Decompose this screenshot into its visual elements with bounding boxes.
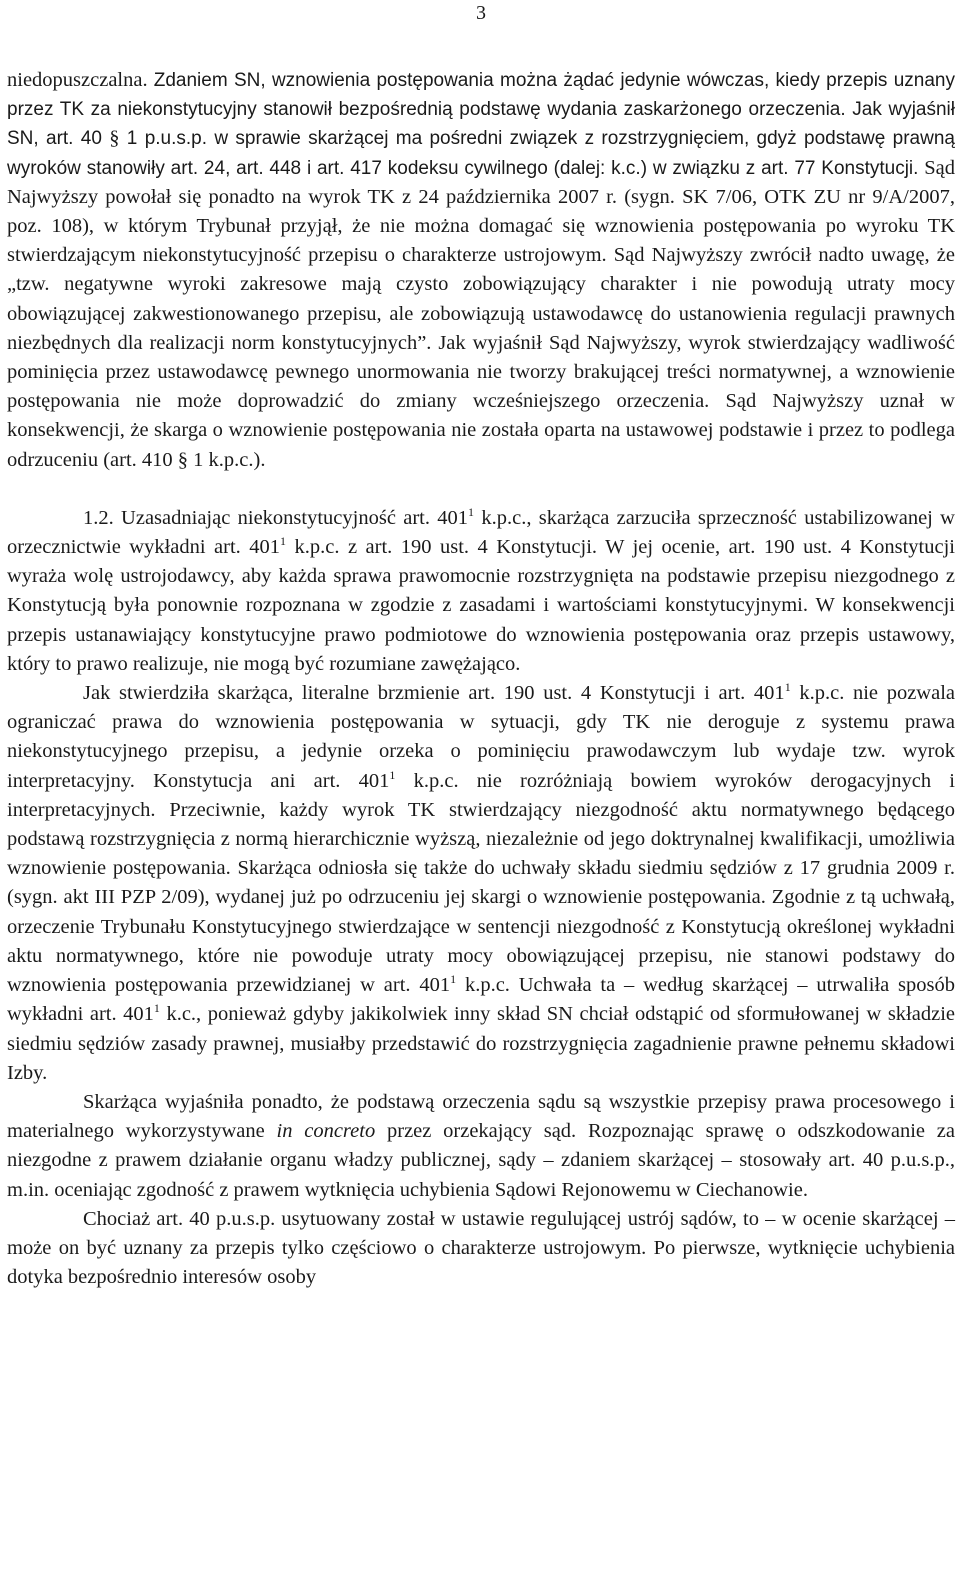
superscript: 1 (153, 1001, 160, 1016)
text-run-sans: 1 p.u.s.p. w sprawie skarżącej ma pośredni związek z rozstrzygnięciem, gdyż podstawę prawną wyroków stanowiły art. 24, art. 448 i art. 417 kodeksu cywilnego (dalej: k.c.) w związku z art. 77 Konstytucji. (7, 128, 955, 179)
text-run: k.p.c. z art. 190 ust. 4 Konstytucji. W jej ocenie, art. 190 ust. 4 Konstytucji wyraża wolę ustrojodawcy, aby każda sprawa prawomocnie rozstrzygnięta na podstawie przepisu niezgodnego z Konstytucją była ponownie rozpoznana w zgodzie z zasadami i wartościami konstytucyjnymi. W konsekwencji przepis ustanawiający konstytucyjne prawo podmiotowe do wznowienia postępowania oraz przepis ustawowy, który to prawo realizuje, nie mogą być rozumiane zawężająco. (7, 536, 955, 675)
superscript: 1 (389, 767, 396, 782)
superscript: 1 (450, 972, 457, 987)
text-run: k.p.c. nie rozróżniają bowiem wyroków derogacyjnych i interpretacyjnych. Przeciwnie, każdy wyrok TK stwierdzający niezgodność aktu normatywnego będącego podstawą rozstrzygnięcia z normą hierarchicznie wyższą, niezależnie od jego doktrynalnej kwalifikacji, umożliwia wznowienie postępowania. Skarżąca odniosła się także do uchwały składu siedmiu sędziów z 17 grudnia 2009 r. (sygn. akt III PZP 2/09), wydanej już po odrzuceniu jej skargi o wznowienie postępowania. Zgodnie z tą uchwałą, orzeczenie Trybunału Konstytucyjnego stwierdzające w sentencji niezgodność z Konstytucją określonej wykładni aktu normatywnego, które nie powoduje utraty mocy obowiązującej przepisu, nie stanowi podstawy do wznowienia postępowania przewidzianej w art. 401 (7, 769, 955, 997)
text-run: k.p.c. nie pozwala ograniczać prawa do wznowienia postępowania w sytuacji, gdy TK nie deroguje z systemu prawa niekonstytucyjnego przepisu, a jedynie orzeka o pominięciu prawodawczym lub wydaje tzw. wyrok interpretacyjny. Konstytucja ani art. 401 (7, 682, 955, 792)
paragraph-4 (7, 1088, 955, 1205)
text-run: Zdaniem SN, wznowienia postępowania można żądać jedynie wówczas, kiedy przepis uznany przez TK za niekonstytucyjny stanowił bezpośrednią podstawę wydania zaskarżonego orzeczenia. (7, 70, 956, 121)
superscript: 1 (468, 504, 475, 519)
paragraph-3 (7, 679, 955, 1088)
superscript: 1 (784, 680, 791, 695)
text-run: niedopuszczalna. (7, 69, 154, 91)
paragraph-1 (7, 66, 955, 475)
text-run: Skarżąca wyjaśniła ponadto, że podstawą orzeczenia sądu są wszystkie przepisy prawa procesowego i materialnego wykorzystywane (7, 1090, 955, 1143)
text-run: przez orzekający sąd. Rozpoznając sprawę o odszkodowanie za niezgodne z prawem działanie organu władzy publicznej, sądy – zdaniem skarżącej – stosowały art. 40 p.u.s.p., m.in. oceniając zgodność z prawem wytknięcia uchybienia Sądowi Rejonowemu w Ciechanowie. (7, 1120, 956, 1201)
page-number: 3 (476, 2, 486, 24)
text-run: 1.2. Uzasadniając niekonstytucyjność art. 401 (83, 506, 469, 529)
text-run: k.p.c. Uchwała ta – według skarżącej – utrwaliła sposób wykładni art. 401 (7, 974, 956, 1026)
text-run: k.c., ponieważ gdyby jakikolwiek inny skład SN chciał odstąpić od sformułowanej w składzie siedmiu sędziów zasady prawnej, musiałby przedstawić do rozstrzygnięcia zagadnienie prawne pełnemu składowi Izby. (7, 1003, 955, 1084)
text-run: Sąd Najwyższy powołał się ponadto na wyrok TK z 24 października 2007 r. (sygn. SK 7/06, OTK ZU nr 9/A/2007, poz. 108), w którym Trybunał przyjął, że nie można domagać się wznowienia postępowania po wyroku TK stwierdzającym niekonstytucyjność przepisu o charakterze ustrojowym. Sąd Najwyższy zwrócił nadto uwagę, że „tzw. negatywne wyroki zakresowe mają czysto zobowiązujący charakter i nie powodują utraty mocy obowiązującej zakwestionowanego przepisu, ale zobowiązują ustawodawcę do ustanowienia regulacji prawnych niezbędnych dla realizacji norm konstytucyjnych”. Jak wyjaśnił Sąd Najwyższy, wyrok stwierdzający wadliwość pominięcia przez ustawodawcę pewnego unormowania nie tworzy brakującej treści normatywnej, a wznowienie postępowania nie może doprowadzić do zmiany wcześniejszego orzeczenia. Sąd Najwyższy uznał w konsekwencji, że skarga o wznowienie postępowania nie została oparta na ustawowej podstawie i przez to podlega odrzuceniu (art. 410 (7, 156, 955, 471)
text-run: Chociaż art. 40 p.u.s.p. usytuowany został w ustawie regulującej ustrój sądów, to – w ocenie skarżącej – może on być uznany za przepis tylko częściowo o charakterze ustrojowym. Po pierwsze, wytknięcie uchybienia dotyka bezpośrednio interesów osoby (7, 1207, 955, 1289)
superscript: 1 (280, 534, 287, 549)
section-sign: § (109, 127, 120, 150)
text-run: Jak stwierdziła skarżąca, literalne brzmienie art. 190 ust. 4 Konstytucji i art. 401 (83, 682, 785, 705)
document-body (7, 66, 955, 1292)
paragraph-2 (7, 504, 955, 679)
text-run: Jak wyjaśnił SN, art. 40 (7, 99, 955, 150)
text-run: 1 k.p.c.). (188, 448, 266, 471)
text-run: k.p.c., skarżąca zarzuciła sprzeczność ustabilizowanej w orzecznictwie wykładni art. 401 (7, 506, 955, 559)
section-sign: § (177, 448, 189, 471)
paragraph-5 (7, 1205, 955, 1293)
italic-phrase: in concreto (276, 1120, 376, 1143)
